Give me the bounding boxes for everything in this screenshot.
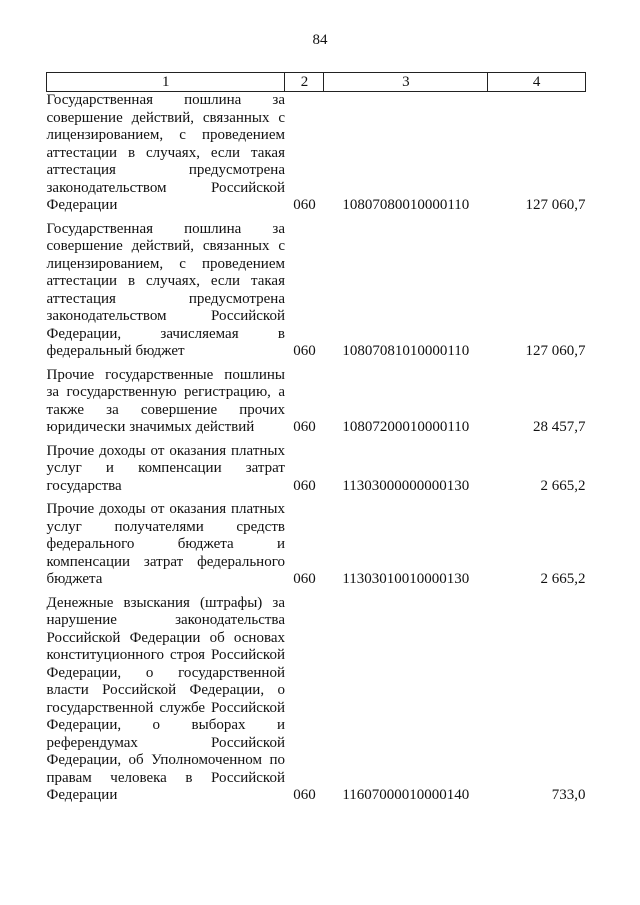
table-row (47, 361, 586, 437)
row-name: Государственная пошлина за совершение действий, связанных с лицензированием, с проведением аттестации в случаях, если такая аттестация предусмотрена законодательством Российской Федерации, зачисляемая в федеральный бюджет (46, 220, 285, 359)
row-admin-code: 060 (293, 571, 316, 587)
row-budget-code: 10807080010000110 (342, 197, 470, 213)
row-amount: 733,0 (551, 787, 586, 803)
row-admin-code: 060 (293, 787, 316, 803)
row-budget-code: 10807081010000110 (342, 343, 470, 359)
table-row (47, 495, 586, 589)
row-admin-code: 060 (293, 419, 316, 435)
row-budget-code: 11303000000000130 (342, 477, 470, 494)
row-amount: 2 665,2 (540, 477, 586, 494)
row-name: Прочие государственные пошлины за государственную регистрацию, а также за совершение прочих юридически значимых действий (46, 366, 285, 435)
row-name: Прочие доходы от оказания платных услуг получателями средств федерального бюджета и компенсации затрат федерального бюджета (46, 501, 285, 587)
column-header-4: 4 (488, 73, 586, 92)
row-name: Прочие доходы от оказания платных услуг и компенсации затрат государства (46, 442, 285, 494)
table-row (47, 589, 586, 805)
column-header-1: 1 (47, 73, 285, 92)
column-header-2: 2 (285, 73, 324, 92)
row-admin-code: 060 (293, 343, 316, 359)
row-amount: 28 457,7 (533, 419, 586, 435)
table-row (47, 437, 586, 496)
table-row (47, 215, 586, 361)
row-amount: 2 665,2 (540, 571, 586, 587)
row-name: Государственная пошлина за совершение действий, связанных с лицензированием, с проведением аттестации в случаях, если такая аттестация предусмотрена законодательством Российской Федерации (46, 92, 285, 213)
row-budget-code: 10807200010000110 (342, 419, 470, 435)
row-budget-code: 11607000010000140 (342, 787, 470, 803)
row-admin-code: 060 (293, 197, 316, 213)
row-name: Денежные взыскания (штрафы) за нарушение законодательства Российской Федерации об основах конституционного строя Российской Федерации, о государственной власти Российской Федерации, о государственной службе Российской Федерации, о выборах и референдумах Российской Федерации, об Уполномоченном по правам человека в Российской Федерации (46, 594, 285, 803)
table-header-row (47, 73, 586, 92)
row-amount: 127 060,7 (525, 197, 586, 213)
table-row (47, 92, 586, 215)
row-budget-code: 11303010010000130 (342, 571, 470, 587)
row-admin-code: 060 (293, 477, 316, 494)
column-header-3: 3 (324, 73, 488, 92)
row-amount: 127 060,7 (525, 343, 586, 359)
revenue-table (46, 72, 586, 805)
page-number: 84 (312, 32, 328, 48)
